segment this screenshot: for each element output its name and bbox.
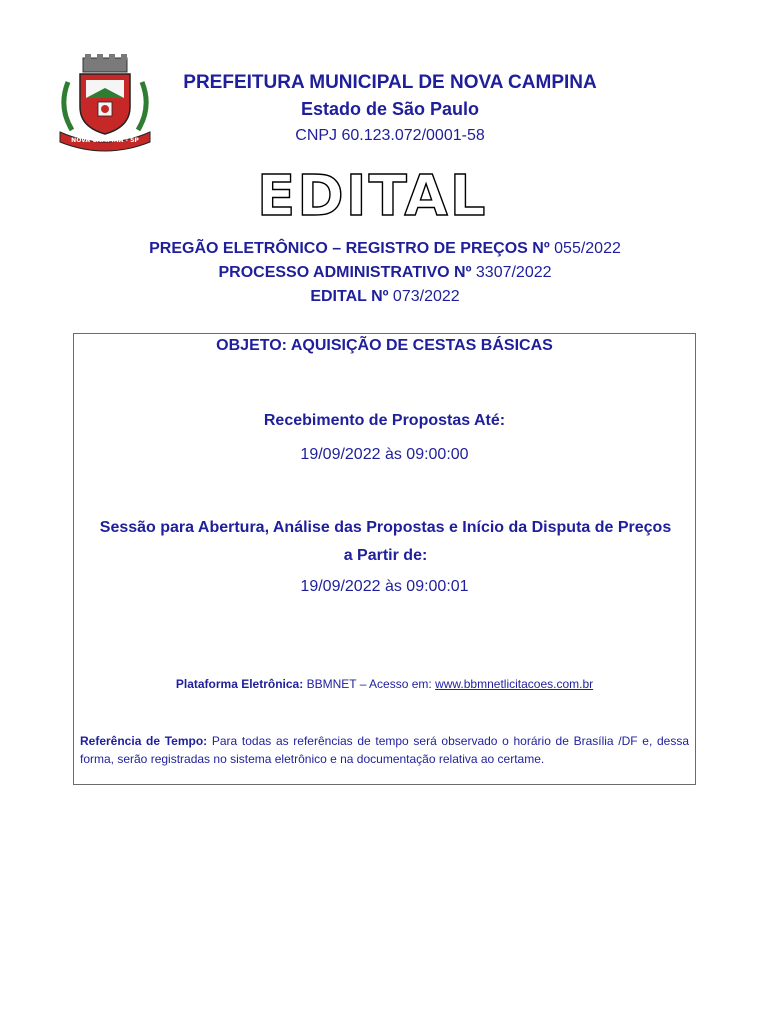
sessao-date: 19/09/2022 às 09:00:01 <box>300 578 469 595</box>
ref-label: Referência de Tempo: <box>80 734 208 748</box>
processo-line <box>60 261 710 285</box>
pregao-number: 055/2022 <box>554 240 621 257</box>
municipal-crest-logo <box>50 52 160 152</box>
processo-label: PROCESSO ADMINISTRATIVO Nº <box>218 264 472 281</box>
platform-link[interactable]: www.bbmnetlicitacoes.com.br <box>435 677 594 691</box>
objeto: OBJETO: AQUISIÇÃO DE CESTAS BÁSICAS <box>216 337 553 354</box>
edital-title <box>255 165 515 225</box>
processo-number: 3307/2022 <box>475 264 552 281</box>
ref-text: Para todas as referências de tempo será observado o horário de Brasília /DF e, dessa forma, serão registradas no sistema eletrônico e na documentação relativa ao certame. <box>80 734 689 766</box>
pregao-line <box>60 237 710 261</box>
recebimento-date: 19/09/2022 às 09:00:00 <box>300 446 469 463</box>
notice-box <box>73 333 696 785</box>
svg-text:NOVA CAMPINA - SP: NOVA CAMPINA - SP <box>71 137 139 144</box>
edital-line <box>60 285 710 309</box>
org-name: PREFEITURA MUNICIPAL DE NOVA CAMPINA <box>183 72 597 93</box>
edital-label: EDITAL Nº <box>310 288 389 305</box>
state-name: Estado de São Paulo <box>300 99 480 119</box>
platform-label: Plataforma Eletrônica: <box>175 677 304 691</box>
process-info <box>60 237 710 309</box>
edital-title-text: EDITAL <box>257 165 488 225</box>
recebimento-label: Recebimento de Propostas Até: <box>263 412 506 429</box>
sessao-label: Sessão para Abertura, Análise das Propostas e Início da Disputa de Preços a Partir de: <box>99 519 672 564</box>
edital-number: 073/2022 <box>392 288 460 305</box>
platform-text: BBMNET – Acesso em: <box>306 677 432 691</box>
platform-line <box>74 677 695 691</box>
time-reference <box>80 732 689 768</box>
cnpj: CNPJ 60.123.072/0001-58 <box>295 127 485 144</box>
header <box>160 70 620 150</box>
pregao-label: PREGÃO ELETRÔNICO – REGISTRO DE PREÇOS Nº <box>149 240 550 257</box>
